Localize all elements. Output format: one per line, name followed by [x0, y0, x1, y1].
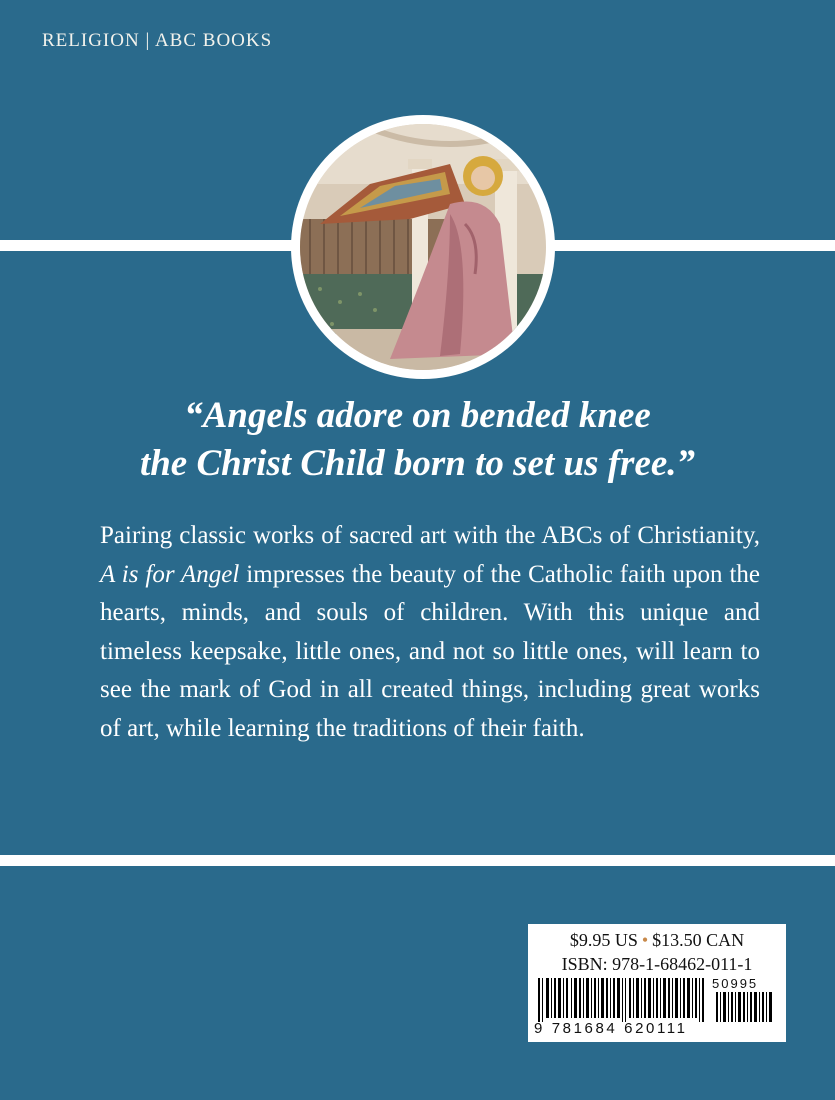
bottom-divider — [0, 855, 835, 866]
price-can: $13.50 CAN — [652, 930, 745, 950]
price-barcode-box — [528, 924, 786, 1042]
price-separator: • — [641, 930, 649, 950]
book-title: A is for Angel — [100, 560, 240, 588]
barcode-digits: 9 781684 620111 — [534, 1020, 688, 1037]
description-text-start: Pairing classic works of sacred art with the ABCs of Christianity, — [100, 522, 760, 549]
barcode-addon-digits: 50995 — [712, 976, 759, 991]
artwork-medallion — [291, 115, 555, 379]
quote-line-2: the Christ Child born to set us free.” — [139, 443, 696, 484]
price-line — [528, 930, 786, 951]
price-us: $9.95 US — [569, 930, 638, 950]
category-label: RELIGION | ABC BOOKS — [42, 30, 273, 51]
pull-quote — [0, 392, 835, 488]
description-text-end: impresses the beauty of the Catholic faith upon the hearts, minds, and souls of children. With this unique and timeless keepsake, little ones, and not so little ones, will learn to see the mark of God in all created things, including great works of art, while learning the traditions of their faith. — [100, 560, 761, 742]
quote-line-1: “Angels adore on bended knee — [184, 395, 651, 436]
book-description — [100, 517, 760, 748]
isbn-number: ISBN: 978-1-68462-011-1 — [561, 954, 753, 974]
annunciation-angel-painting-icon — [300, 124, 546, 370]
